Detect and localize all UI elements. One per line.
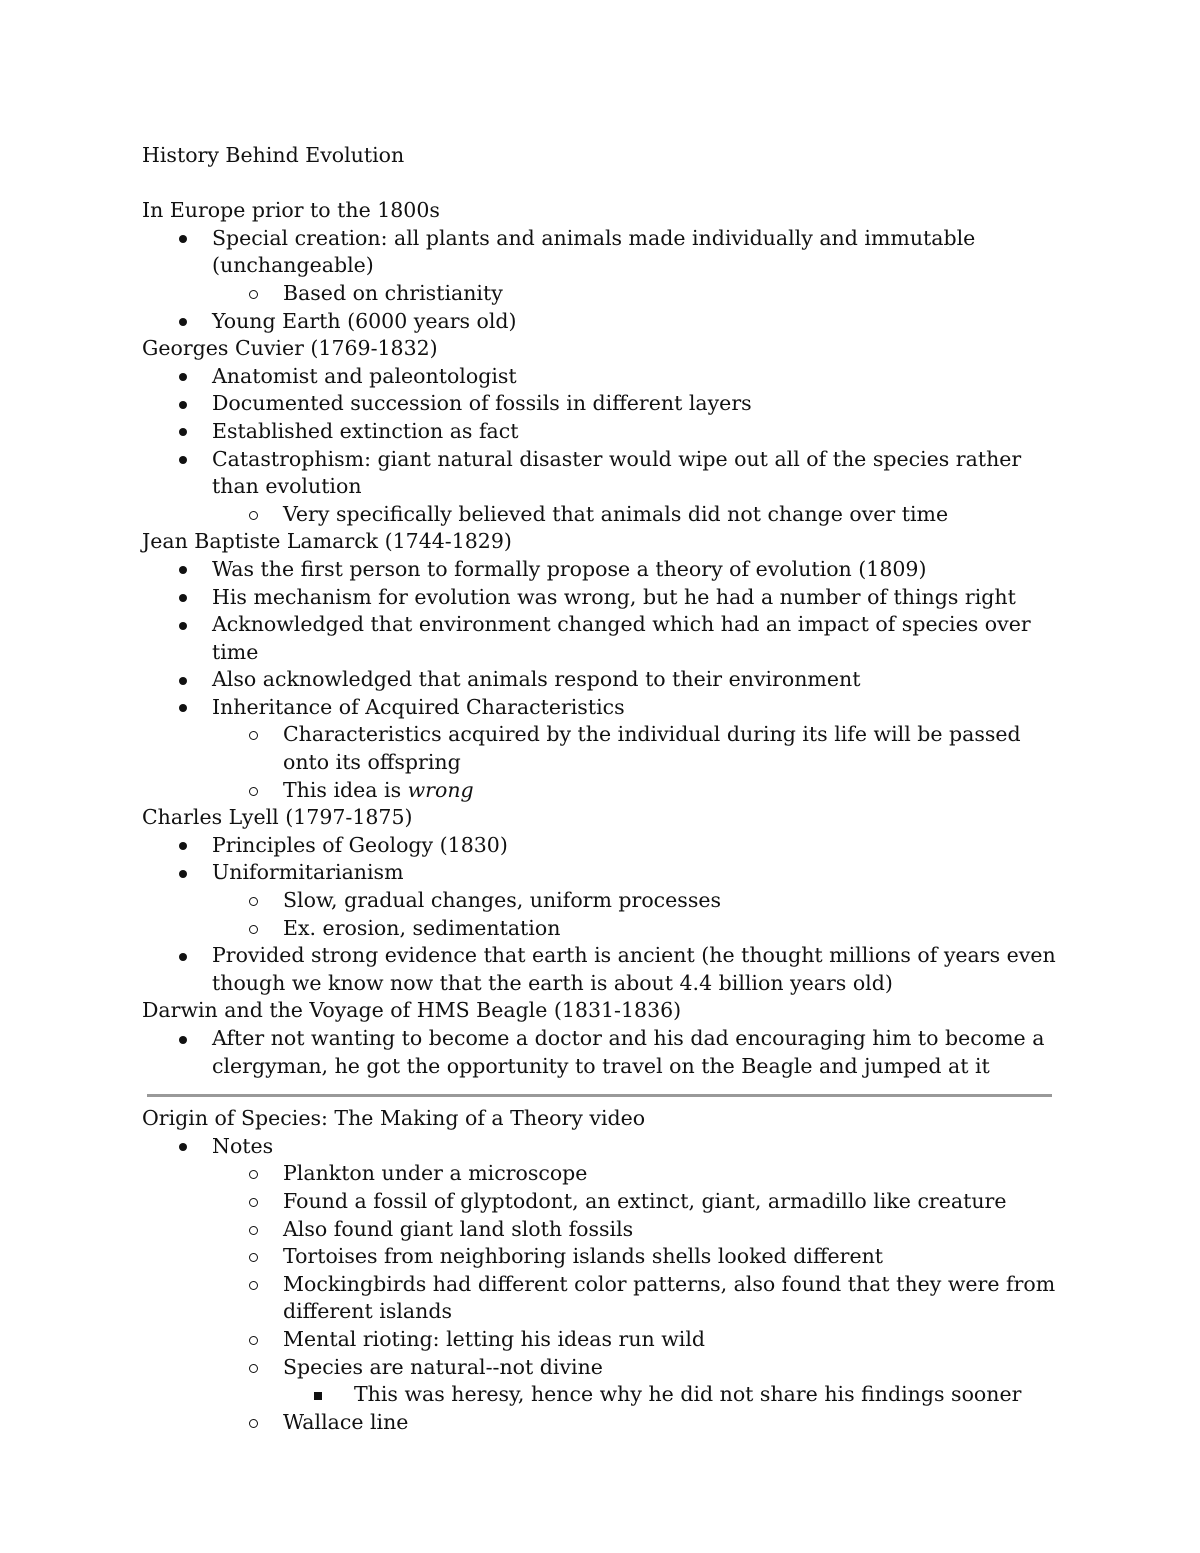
circle-bullet-icon [249, 1409, 258, 1437]
bullet-icon [179, 611, 187, 639]
list-item-text: Wallace line [283, 1409, 409, 1434]
list-item [142, 915, 1057, 943]
list-item-text: Found a fossil of glyptodont, an extinct, giant, armadillo like creature [283, 1188, 1007, 1213]
section-heading-cuvier: Georges Cuvier (1769-1832) [142, 336, 438, 361]
section-heading-lamarck: Jean Baptiste Lamarck (1744-1829) [142, 529, 512, 554]
list-item [142, 418, 1057, 446]
list-item [142, 308, 1057, 336]
list-item [142, 942, 1057, 997]
list-item-text: Tortoises from neighboring islands shells looked different [283, 1244, 884, 1269]
circle-bullet-icon [249, 1271, 258, 1299]
list-item [142, 832, 1057, 860]
circle-bullet-icon [249, 1326, 258, 1354]
list-item-text: Slow, gradual changes, uniform processes [283, 888, 721, 913]
circle-bullet-icon [249, 1354, 258, 1382]
bullet-icon [179, 832, 187, 860]
section-heading-lyell: Charles Lyell (1797-1875) [142, 805, 413, 830]
list-item [142, 1160, 1057, 1188]
list-item-text: Plankton under a microscope [283, 1161, 588, 1186]
list-item-text: Also acknowledged that animals respond to their environment [212, 667, 861, 692]
bullet-icon [179, 556, 187, 584]
circle-bullet-icon [249, 280, 258, 308]
bullet-icon [179, 1133, 187, 1161]
bullet-icon [179, 694, 187, 722]
list-item [142, 1216, 1057, 1244]
square-bullet-icon [314, 1381, 322, 1409]
list-item-text: This idea is [283, 777, 408, 802]
emphasis-text: wrong [407, 777, 474, 802]
list-item [142, 1243, 1057, 1271]
list-item [142, 280, 1057, 308]
section-heading-europe: In Europe prior to the 1800s [142, 198, 440, 223]
list-item-text: Based on christianity [283, 280, 503, 305]
list-item [142, 1409, 1057, 1437]
list-item-text: Provided strong evidence that earth is ancient (he thought millions of years even though we know now that the earth is about 4.4 billion years old) [212, 943, 1056, 995]
list-item-text: Was the first person to formally propose a theory of evolution (1809) [212, 556, 927, 581]
section-heading-darwin: Darwin and the Voyage of HMS Beagle (1831-1836) [142, 998, 682, 1023]
circle-bullet-icon [249, 915, 258, 943]
section-heading-origin: Origin of Species: The Making of a Theory video [142, 1106, 646, 1131]
list-item [142, 1354, 1057, 1382]
list-item-text: Also found giant land sloth fossils [283, 1216, 634, 1241]
list-item [142, 611, 1057, 666]
list-item [142, 556, 1057, 584]
bullet-icon [179, 390, 187, 418]
bullet-icon [179, 418, 187, 446]
list-item [142, 1326, 1057, 1354]
list-item [142, 1381, 1057, 1409]
list-item-text: Special creation: all plants and animals made individually and immutable (unchangeable) [212, 225, 976, 278]
list-item [142, 501, 1057, 529]
list-item [142, 859, 1057, 887]
circle-bullet-icon [249, 1188, 258, 1216]
bullet-icon [179, 584, 187, 612]
list-item-text: Species are natural--not divine [283, 1354, 603, 1379]
document-body [142, 142, 1057, 1436]
list-item [142, 584, 1057, 612]
circle-bullet-icon [249, 501, 258, 529]
bullet-icon [179, 225, 187, 253]
list-item [142, 887, 1057, 915]
circle-bullet-icon [249, 887, 258, 915]
bullet-icon [179, 446, 187, 474]
list-item-text: Characteristics acquired by the individual during its life will be passed onto its offspring [283, 722, 1021, 775]
list-item [142, 666, 1057, 694]
bullet-icon [179, 859, 187, 887]
list-item-text: Anatomist and paleontologist [212, 363, 517, 388]
list-item-text: Acknowledged that environment changed which had an impact of species over time [212, 612, 1031, 664]
list-item-text: Documented succession of fossils in different layers [212, 391, 752, 416]
list-item [142, 363, 1057, 391]
list-item [142, 225, 1057, 280]
list-item-text: Young Earth (6000 years old) [212, 308, 517, 333]
list-item-text: Established extinction as fact [212, 418, 519, 443]
circle-bullet-icon [249, 777, 258, 805]
list-item-text: Ex. erosion, sedimentation [283, 915, 561, 940]
bullet-icon [179, 666, 187, 694]
list-item-text: His mechanism for evolution was wrong, but he had a number of things right [212, 584, 1016, 609]
document-title: History Behind Evolution [142, 143, 405, 167]
list-item-text: Very specifically believed that animals did not change over time [283, 501, 949, 526]
bullet-icon [179, 942, 187, 970]
blank-line [142, 170, 1057, 198]
list-item [142, 694, 1057, 722]
circle-bullet-icon [249, 1160, 258, 1188]
list-item-text: Uniformitarianism [212, 860, 404, 885]
bullet-icon [179, 1025, 187, 1053]
circle-bullet-icon [249, 1243, 258, 1271]
bullet-icon [179, 308, 187, 336]
list-item-text: Mental rioting: letting his ideas run wild [283, 1326, 706, 1351]
list-item-text: Mockingbirds had different color patterns, also found that they were from different islands [283, 1271, 1056, 1324]
list-item-text: After not wanting to become a doctor and his dad encouraging him to become a clergyman, he got the opportunity to travel on the Beagle and jumped at it [212, 1026, 1045, 1078]
list-item [142, 777, 1057, 805]
circle-bullet-icon [249, 1216, 258, 1244]
circle-bullet-icon [249, 721, 258, 749]
list-item [142, 1133, 1057, 1161]
list-item-text: This was heresy, hence why he did not share his findings sooner [354, 1382, 1022, 1407]
list-item-text: Catastrophism: giant natural disaster would wipe out all of the species rather than evolution [212, 446, 1022, 499]
horizontal-divider [147, 1094, 1052, 1097]
list-item-text: Principles of Geology (1830) [212, 832, 508, 857]
list-item [142, 1025, 1057, 1080]
list-item [142, 1188, 1057, 1216]
list-item-text: Inheritance of Acquired Characteristics [212, 694, 625, 719]
list-item [142, 390, 1057, 418]
list-item [142, 446, 1057, 501]
list-item [142, 1271, 1057, 1326]
list-item-text: Notes [212, 1133, 274, 1158]
list-item [142, 721, 1057, 776]
bullet-icon [179, 363, 187, 391]
